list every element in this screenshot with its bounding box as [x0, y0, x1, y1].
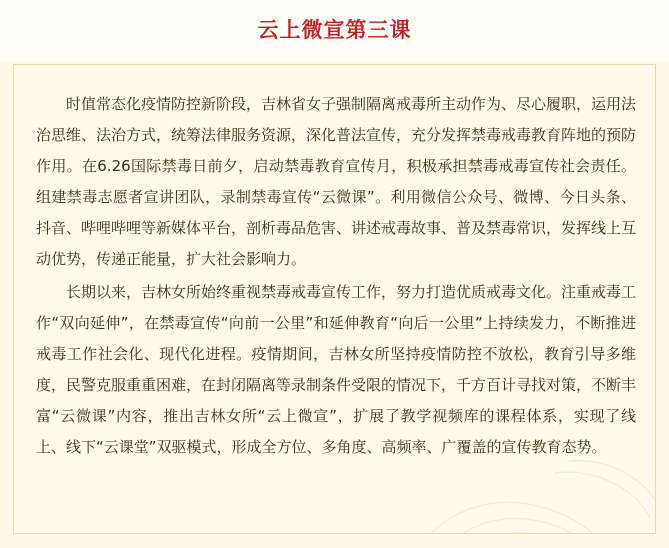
article-body	[36, 89, 636, 465]
article-card	[13, 64, 656, 534]
paragraph: 长期以来，吉林女所始终重视禁毒戒毒宣传工作，努力打造优质戒毒文化。注重戒毒工作“双向延伸”，在禁毒宣传“向前一公里”和延伸教育“向后一公里”上持续发力，不断推进戒毒工作社会化、现代化进程。疫情期间，吉林女所坚持疫情防控不放松，教育引导多维度，民警克服重重困难，在封闭隔离等录制条件受限的情况下，千方百计寻找对策，不断丰富“云微课”内容，推出吉林女所“云上微宣”，扩展了教学视频库的课程体系，实现了线上、线下“云课堂”双驱模式，形成全方位、多角度、高频率、广覆盖的宣传教育态势。	[36, 283, 637, 456]
page-title: 云上微宣第三课	[257, 18, 412, 42]
paragraph: 时值常态化疫情防控新阶段，吉林省女子强制隔离戒毒所主动作为、尽心履职，运用法治思维、法治方式，统筹法律服务资源，深化普法宣传，充分发挥禁毒戒毒教育阵地的预防作用。在6.26国际禁毒日前夕，启动禁毒教育宣传月，积极承担禁毒戒毒宣传社会责任。组建禁毒志愿者宣讲团队，录制禁毒宣传“云微课”。利用微信公众号、微博、今日头条、抖音、哔哩哔哩等新媒体平台，剖析毒品危害、讲述戒毒故事、普及禁毒常识，发挥线上互动优势，传递正能量，扩大社会影响力。	[36, 95, 637, 268]
